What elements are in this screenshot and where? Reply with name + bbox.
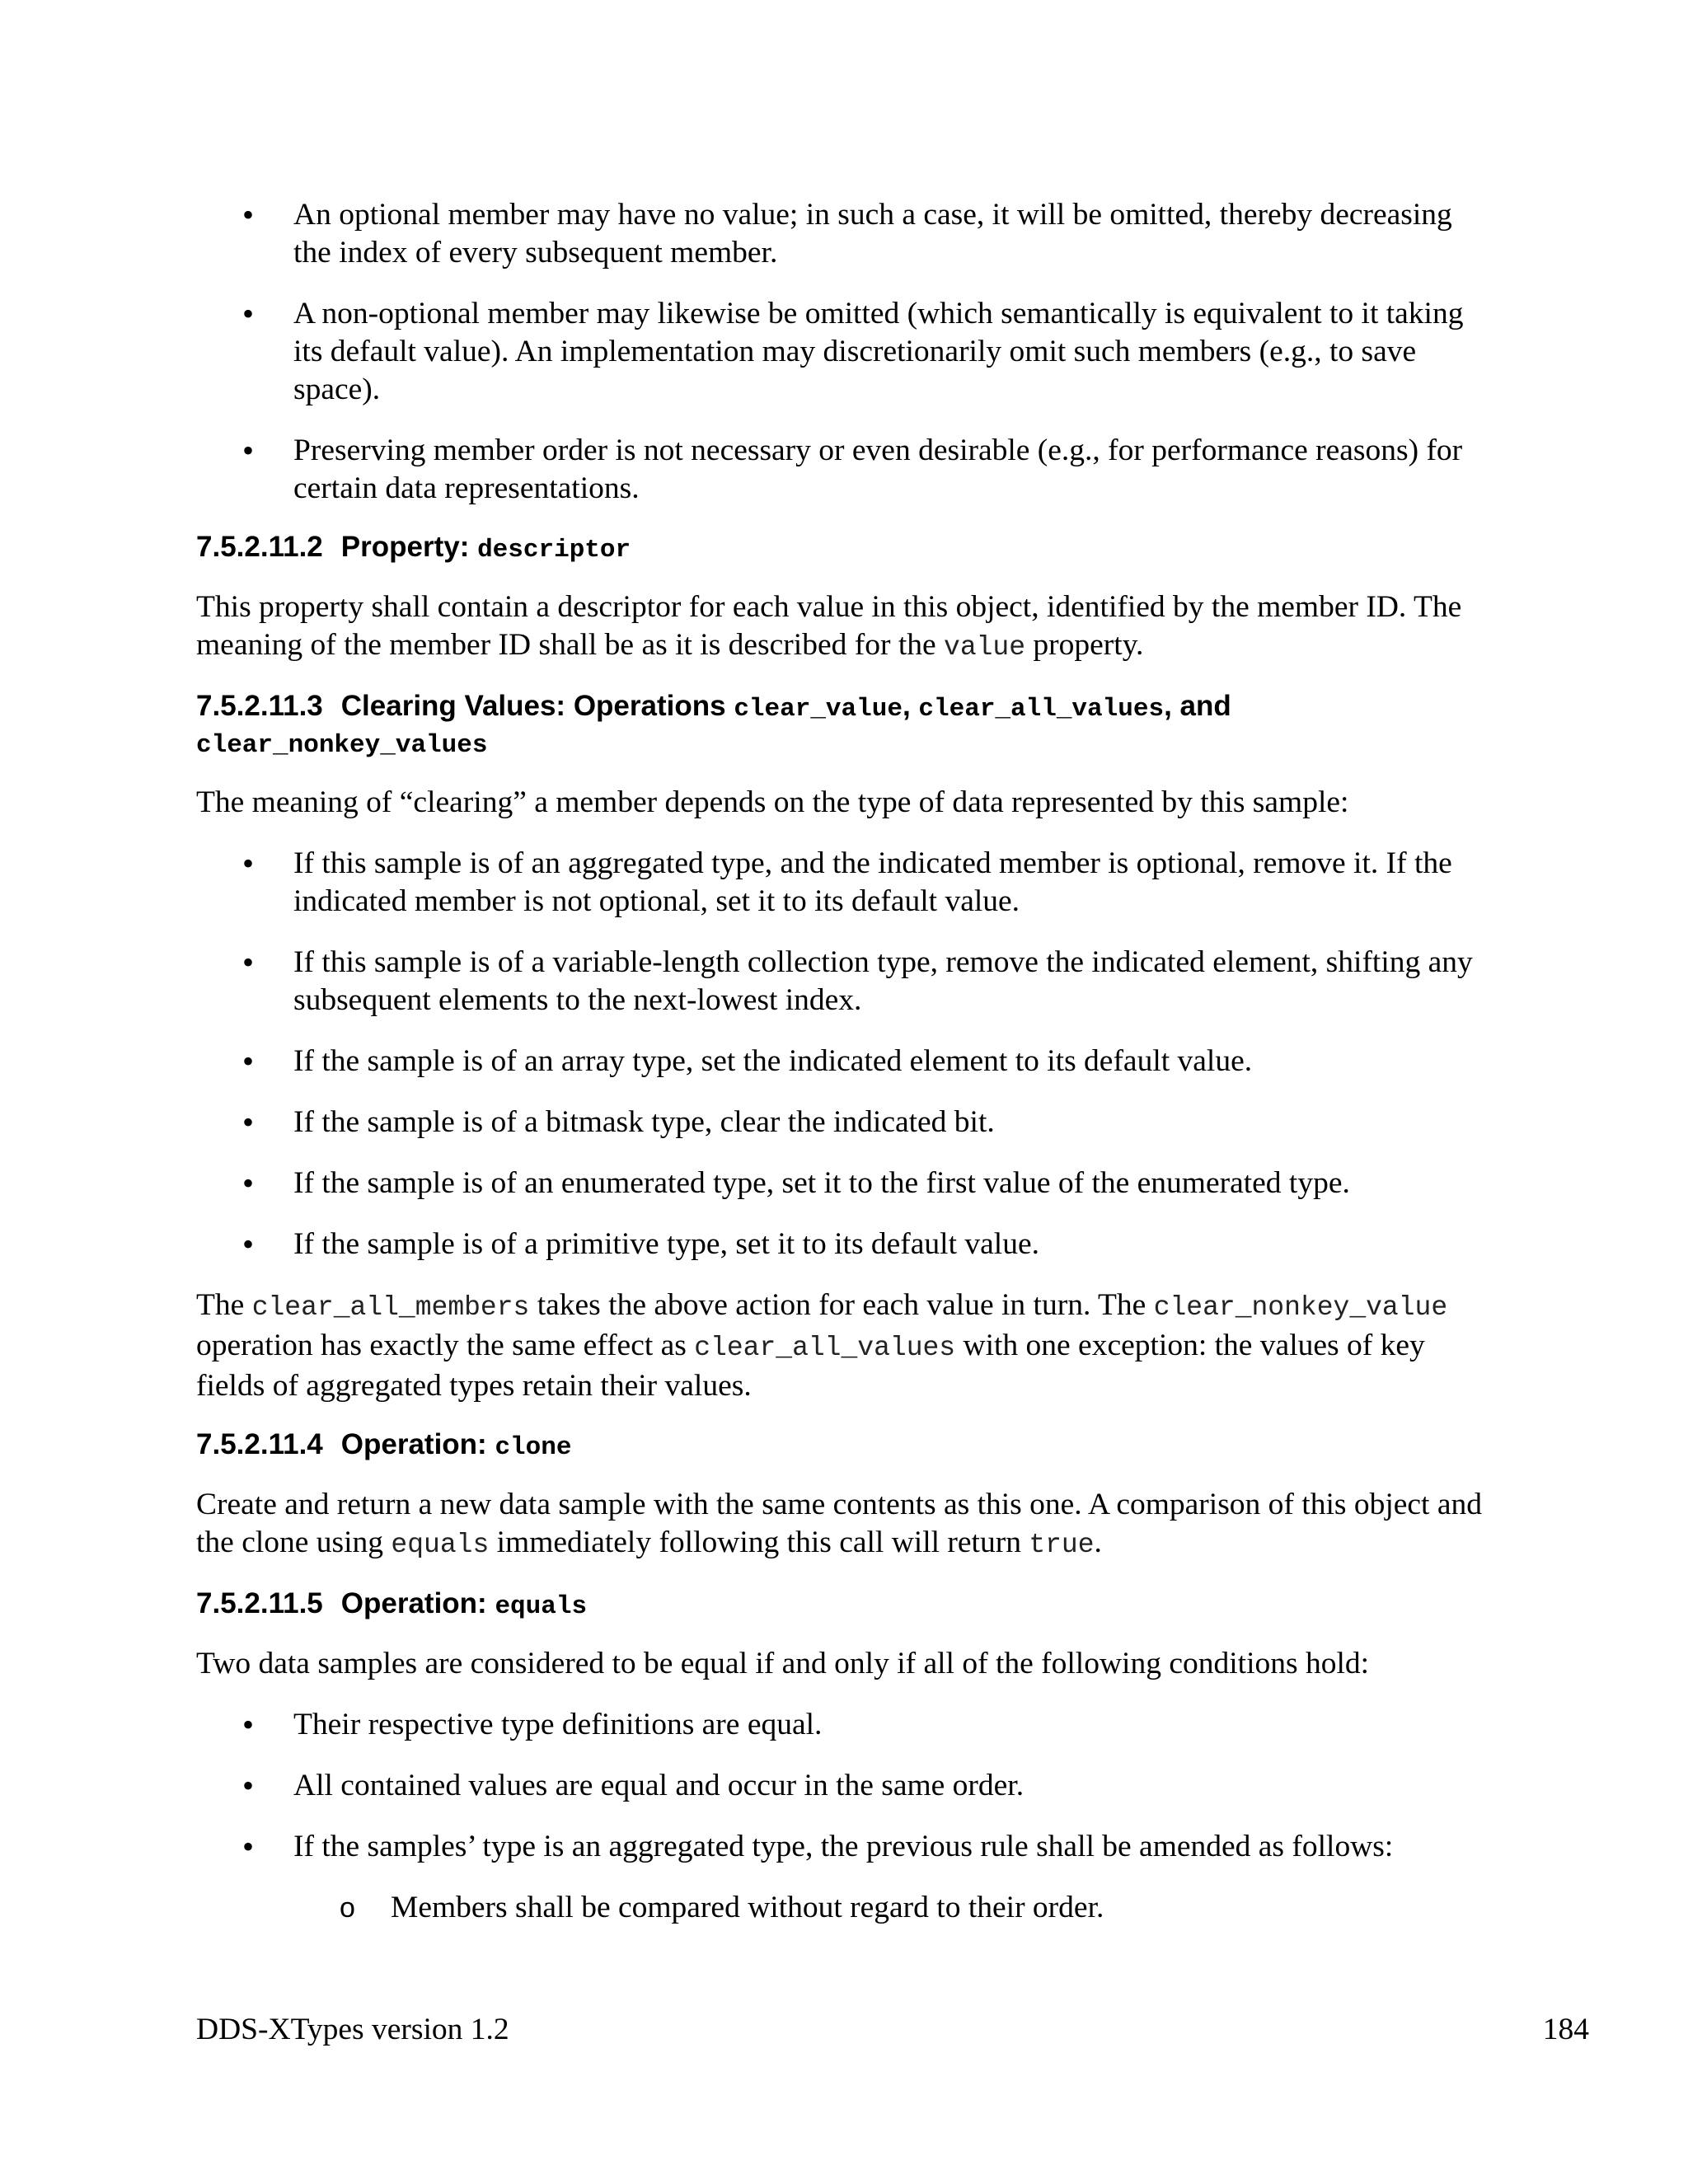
list-item-text: A non-optional member may likewise be omitted (which semantically is equivalent to it taking its default value). An implementation may discretionarily omit such members (e.g., to save space). <box>293 297 1464 406</box>
list-item-text: All contained values are equal and occur in the same order. <box>293 1769 1025 1802</box>
section-heading-descriptor <box>196 531 1482 567</box>
text-run: immediately following this call will return <box>489 1526 1029 1559</box>
list-item <box>196 845 1482 921</box>
text-run: operation has exactly the same effect as <box>196 1329 695 1362</box>
bullet-list-clearing <box>196 845 1482 1263</box>
section-code: clear_nonkey_values <box>196 731 488 760</box>
text-run: The <box>196 1288 252 1322</box>
text-run: Create and return a new data sample with the same contents as this one. A comparison of this object and the clone using <box>196 1488 1482 1559</box>
text-run: . <box>1094 1526 1102 1559</box>
code-run: true <box>1029 1530 1095 1560</box>
separator: , <box>902 690 919 722</box>
list-item-text: If the samples’ type is an aggregated type, the previous rule shall be amended as follows: <box>293 1830 1394 1863</box>
section-title: Operation: <box>340 1587 495 1619</box>
paragraph <box>196 1286 1482 1405</box>
list-item-text: If this sample is of a variable-length collection type, remove the indicated element, shifting any subsequent elements to the next-lowest index. <box>293 945 1473 1017</box>
section-code: clear_all_values <box>918 695 1165 724</box>
list-item <box>196 1165 1482 1202</box>
list-item <box>196 1706 1482 1744</box>
separator: , and <box>1164 690 1231 722</box>
section-code: equals <box>495 1592 588 1621</box>
sub-list-item <box>293 1889 1482 1927</box>
code-run: value <box>944 632 1026 663</box>
section-number: 7.5.2.11.4 <box>196 1428 323 1460</box>
code-run: clear_all_members <box>251 1292 530 1323</box>
list-item-text: Preserving member order is not necessary or even desirable (e.g., for performance reasons) for certain data representations. <box>293 434 1463 505</box>
section-heading-clone <box>196 1428 1482 1465</box>
section-code: clone <box>495 1433 572 1462</box>
list-item-text: If the sample is of a bitmask type, clear the indicated bit. <box>293 1105 995 1139</box>
section-number: 7.5.2.11.3 <box>196 690 323 722</box>
text-run: takes the above action for each value in turn. The <box>529 1288 1154 1322</box>
list-item <box>196 432 1482 508</box>
page-content <box>196 196 1482 1950</box>
page-footer <box>196 2011 1589 2049</box>
text-run: with one exception: the values of key fields of aggregated types retain their values. <box>196 1329 1425 1403</box>
list-item-text: If the sample is of an array type, set the indicated element to its default value. <box>293 1044 1253 1078</box>
list-item-text: Their respective type definitions are equal. <box>293 1708 823 1741</box>
list-item-text: An optional member may have no value; in such a case, it will be omitted, thereby decreasing the index of every subsequent member. <box>293 198 1452 269</box>
sub-bullet-list <box>293 1889 1482 1927</box>
list-item <box>196 1767 1482 1805</box>
list-item <box>196 1226 1482 1263</box>
section-code: clear_value <box>734 695 903 724</box>
text-run: property. <box>1025 628 1144 662</box>
bullet-list-top <box>196 196 1482 508</box>
section-title: Operation: <box>340 1428 495 1460</box>
code-run: equals <box>391 1530 490 1560</box>
list-item <box>196 1828 1482 1927</box>
paragraph: Two data samples are considered to be equal if and only if all of the following conditions hold: <box>196 1647 1370 1680</box>
list-item-text: If the sample is of a primitive type, set it to its default value. <box>293 1227 1039 1261</box>
list-item <box>196 295 1482 409</box>
bullet-list-equals <box>196 1706 1482 1927</box>
section-title: Clearing Values: Operations <box>340 690 734 722</box>
list-item <box>196 1043 1482 1080</box>
section-title: Property: <box>340 531 478 563</box>
paragraph: The meaning of “clearing” a member depends on the type of data represented by this sample: <box>196 785 1349 819</box>
code-run: clear_all_values <box>694 1333 956 1363</box>
footer-document-title: DDS-XTypes version 1.2 <box>196 2013 509 2046</box>
footer-page-number: 184 <box>1542 2013 1589 2046</box>
section-code: descriptor <box>477 536 631 565</box>
list-item-text: If this sample is of an aggregated type, and the indicated member is optional, remove it. If the indicated member is not optional, set it to its default value. <box>293 846 1452 918</box>
section-heading-equals <box>196 1587 1482 1624</box>
paragraph <box>196 588 1482 667</box>
list-item <box>196 196 1482 272</box>
text-run: This property shall contain a descriptor for each value in this object, identified by the member ID. The meaning of the member ID shall be as it is described for the <box>196 590 1462 662</box>
list-item-text: If the sample is of an enumerated type, set it to the first value of the enumerated type. <box>293 1166 1350 1200</box>
section-number: 7.5.2.11.2 <box>196 531 323 563</box>
list-item <box>196 944 1482 1019</box>
list-item <box>196 1104 1482 1141</box>
paragraph <box>196 1486 1482 1564</box>
section-number: 7.5.2.11.5 <box>196 1587 323 1619</box>
section-heading-clearing-values <box>196 690 1482 762</box>
sub-list-item-text: Members shall be compared without regard to their order. <box>391 1891 1104 1924</box>
code-run: clear_nonkey_value <box>1153 1292 1448 1323</box>
